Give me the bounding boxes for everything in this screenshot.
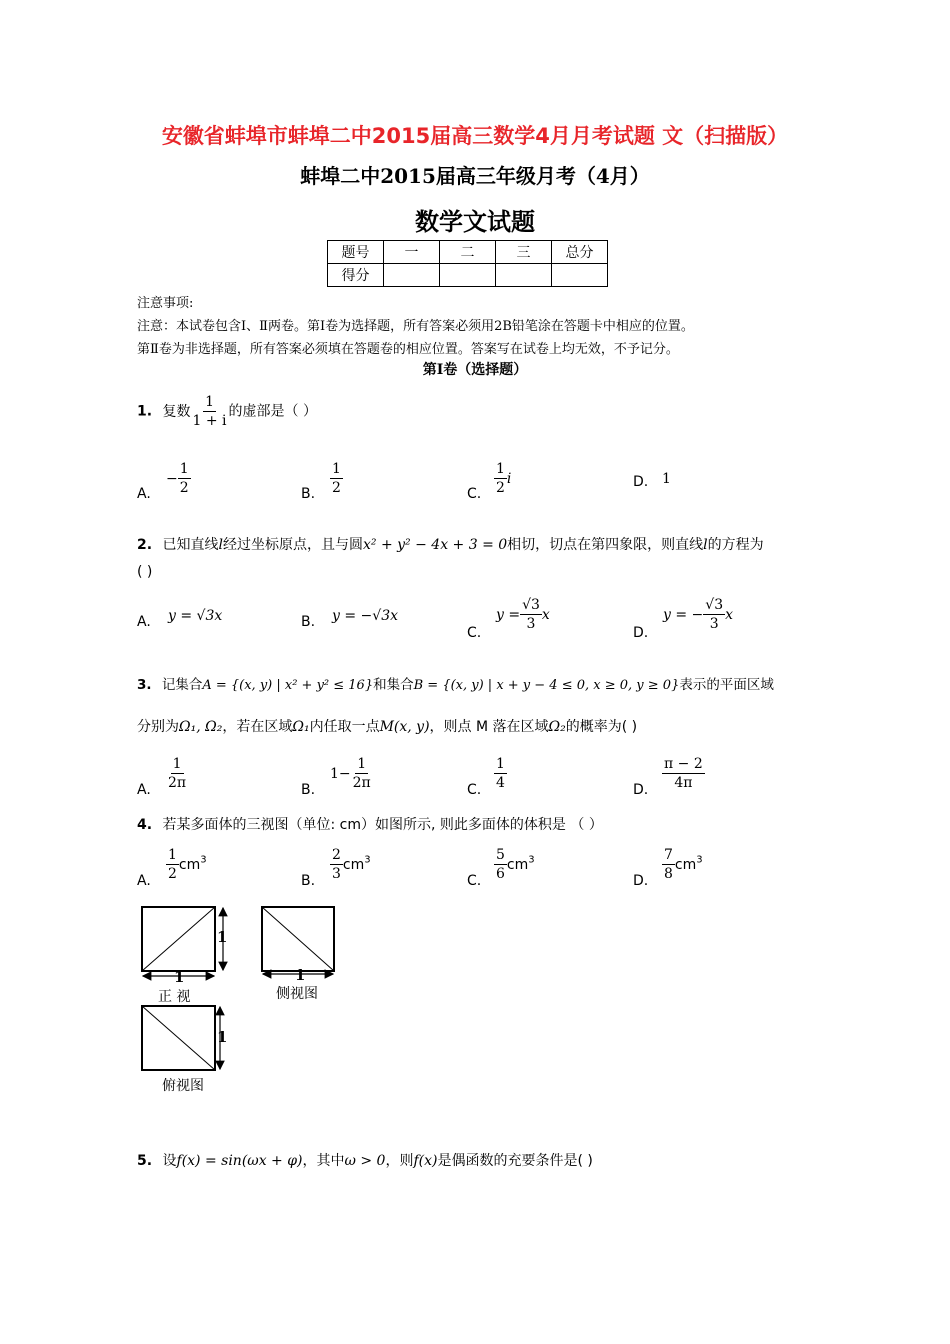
option-b-label: B. bbox=[301, 873, 316, 889]
fraction-denominator: 3 bbox=[332, 866, 341, 882]
top-view bbox=[142, 1006, 220, 1070]
option-c-value bbox=[494, 460, 511, 497]
question-text: 已知直线 bbox=[162, 537, 219, 553]
option-c-label: C. bbox=[467, 625, 482, 641]
fraction-denominator: 3 bbox=[709, 616, 719, 632]
fraction-numerator: 7 bbox=[664, 847, 673, 863]
option-d-value: 1 bbox=[662, 471, 671, 487]
question-3-line-2 bbox=[137, 716, 637, 736]
fraction-denominator: 4π bbox=[674, 775, 693, 791]
question-2 bbox=[137, 534, 764, 554]
question-text: 若某多面体的三视图（单位: cm）如图所示, 则此多面体的体积是 （ ） bbox=[162, 817, 603, 833]
score-header-cell: 总分 bbox=[552, 241, 608, 264]
fraction-numerator: 1 bbox=[357, 756, 367, 772]
question-text: 是偶函数的充要条件是( ) bbox=[437, 1153, 593, 1169]
score-table bbox=[327, 240, 608, 287]
top-view-label: 俯视图 bbox=[162, 1078, 204, 1094]
math-l: l bbox=[218, 537, 223, 553]
option-a-value bbox=[166, 846, 207, 883]
question-text: 的方程为 bbox=[707, 537, 764, 553]
option-c-value bbox=[494, 846, 535, 883]
question-text: 的概率为( ) bbox=[565, 719, 638, 735]
question-1 bbox=[137, 393, 317, 430]
unit-exponent: 3 bbox=[696, 854, 703, 866]
omega-1: Ω₁ bbox=[292, 719, 310, 735]
unit: cm bbox=[342, 857, 365, 873]
score-cell bbox=[496, 264, 552, 287]
fraction-denominator: 6 bbox=[496, 866, 505, 882]
fraction-numerator: 1 bbox=[168, 847, 177, 863]
function-fx: f(x) bbox=[413, 1153, 438, 1169]
notes-line-2: 第Ⅱ卷为非选择题，所有答案必须填在答题卷的相应位置。答案写在试卷上均无效，不予记分。 bbox=[137, 342, 679, 357]
question-text: 的虚部是（ ） bbox=[228, 403, 317, 420]
omega-condition: ω > 0 bbox=[344, 1153, 386, 1169]
question-text: 和集合 bbox=[373, 677, 414, 693]
fraction-numerator: √3 bbox=[522, 597, 540, 613]
question-text: ，则点 M 落在区域 bbox=[429, 719, 549, 735]
fraction bbox=[703, 596, 725, 633]
fraction bbox=[520, 596, 542, 633]
side-width-dimension: 1 bbox=[295, 966, 306, 984]
set-a: A = {(x, y) | x² + y² ≤ 16} bbox=[202, 678, 374, 693]
fraction bbox=[166, 755, 188, 792]
question-number: 2. bbox=[137, 537, 153, 553]
unit: cm bbox=[178, 857, 201, 873]
fraction bbox=[494, 846, 507, 883]
question-number: 5. bbox=[137, 1153, 153, 1169]
fraction-denominator: 4 bbox=[496, 775, 505, 791]
section-heading: 第Ⅰ卷（选择题） bbox=[422, 362, 528, 378]
fraction-numerator: 1 bbox=[172, 756, 182, 772]
fraction-numerator: √3 bbox=[705, 597, 724, 613]
option-b-value bbox=[330, 846, 371, 883]
fraction bbox=[166, 846, 179, 883]
option-a-value bbox=[166, 460, 191, 497]
math-text: x bbox=[541, 607, 550, 623]
fraction-numerator: 1 bbox=[179, 461, 189, 477]
score-cell bbox=[440, 264, 496, 287]
imaginary-unit: i bbox=[506, 471, 512, 487]
front-height-dimension: 1 bbox=[217, 928, 228, 946]
option-d-value bbox=[662, 755, 705, 792]
fraction-numerator: π − 2 bbox=[664, 756, 703, 772]
question-2-paren: ( ) bbox=[137, 564, 153, 580]
option-d-value bbox=[662, 846, 703, 883]
unit: cm bbox=[674, 857, 697, 873]
score-cell bbox=[552, 264, 608, 287]
exam-title: 数学文试题 bbox=[415, 207, 535, 236]
fraction-denominator: 2π bbox=[168, 775, 187, 791]
fraction bbox=[330, 460, 343, 497]
fraction bbox=[351, 755, 373, 792]
fraction bbox=[494, 460, 507, 497]
score-header-cell: 一 bbox=[384, 241, 440, 264]
math-text: x bbox=[725, 607, 734, 623]
question-number: 3. bbox=[137, 677, 152, 693]
score-header-cell: 三 bbox=[496, 241, 552, 264]
score-header-cell: 题号 bbox=[328, 241, 384, 264]
question-4 bbox=[137, 814, 603, 834]
unit-exponent: 3 bbox=[528, 854, 535, 866]
option-a-label: A. bbox=[137, 614, 151, 630]
fraction-denominator: 2 bbox=[496, 480, 505, 496]
question-text: ，其中 bbox=[302, 1153, 345, 1169]
option-c-label: C. bbox=[467, 873, 482, 889]
unit-exponent: 3 bbox=[200, 854, 207, 866]
option-d-label: D. bbox=[633, 625, 649, 641]
math-text: y = bbox=[496, 607, 521, 623]
option-b-value: y = −√3x bbox=[332, 608, 398, 624]
point-m: M(x, y) bbox=[379, 719, 430, 735]
fraction-denominator: 2π bbox=[352, 775, 371, 791]
question-text: 设 bbox=[162, 1153, 177, 1169]
question-text: ，若在区域 bbox=[222, 719, 293, 735]
question-text: 表示的平面区域 bbox=[679, 677, 774, 693]
fraction bbox=[662, 755, 705, 792]
side-view bbox=[262, 907, 334, 974]
fraction-denominator: 1 + i bbox=[192, 413, 227, 429]
option-d-label: D. bbox=[633, 873, 649, 889]
question-3 bbox=[137, 673, 774, 693]
fraction-denominator: 2 bbox=[168, 866, 177, 882]
fraction-numerator: 1 bbox=[496, 461, 505, 477]
option-c-label: C. bbox=[467, 782, 482, 798]
front-view-label: 正 视 bbox=[158, 989, 191, 1005]
option-b-label: B. bbox=[301, 614, 316, 630]
unit: cm bbox=[506, 857, 529, 873]
function-definition: f(x) = sin(ωx + φ) bbox=[176, 1153, 303, 1169]
option-a-label: A. bbox=[137, 486, 151, 502]
option-d-label: D. bbox=[633, 782, 649, 798]
math-text: y = − bbox=[663, 607, 704, 623]
fraction-numerator: 5 bbox=[496, 847, 505, 863]
option-b-value bbox=[330, 460, 343, 497]
question-text: 复数 bbox=[162, 403, 191, 420]
math-l: l bbox=[703, 537, 708, 553]
question-text: 记集合 bbox=[161, 677, 203, 693]
front-view bbox=[142, 907, 223, 976]
option-b-label: B. bbox=[301, 486, 316, 502]
question-text: 分别为 bbox=[137, 719, 179, 735]
fraction-numerator: 1 bbox=[496, 756, 505, 772]
notes-line-1: 注意：本试卷包含Ⅰ、Ⅱ两卷。第Ⅰ卷为选择题，所有答案必须用2B铅笔涂在答题卡中相应的位置。 bbox=[137, 319, 694, 334]
question-text: 经过坐标原点，且与圆 bbox=[223, 537, 363, 553]
notes-heading: 注意事项: bbox=[137, 296, 194, 311]
top-height-dimension: 1 bbox=[217, 1028, 228, 1046]
fraction-denominator: 8 bbox=[664, 866, 673, 882]
score-cell bbox=[384, 264, 440, 287]
question-number: 4. bbox=[137, 817, 153, 833]
question-text: ，则 bbox=[385, 1153, 414, 1169]
question-5 bbox=[137, 1150, 593, 1170]
option-c-value bbox=[496, 596, 550, 633]
math-text: 1− bbox=[330, 766, 351, 782]
exam-subtitle: 蚌埠二中2015届高三年级月考（4月） bbox=[300, 164, 650, 188]
fraction bbox=[191, 393, 229, 430]
fraction-denominator: 2 bbox=[179, 480, 189, 496]
fraction-numerator: 1 bbox=[332, 461, 341, 477]
score-row-label: 得分 bbox=[328, 264, 384, 287]
fraction bbox=[178, 460, 191, 497]
question-text: 相切，切点在第四象限，则直线 bbox=[507, 537, 704, 553]
minus-sign: − bbox=[166, 471, 178, 487]
side-view-label: 侧视图 bbox=[276, 986, 318, 1002]
question-number: 1. bbox=[137, 403, 153, 420]
fraction-denominator: 3 bbox=[526, 616, 536, 632]
option-c-value bbox=[494, 755, 507, 792]
omega-2: Ω₂ bbox=[548, 719, 566, 735]
fraction bbox=[494, 755, 507, 792]
circle-equation: x² + y² − 4x + 3 = 0 bbox=[363, 537, 508, 553]
option-d-label: D. bbox=[633, 474, 649, 490]
fraction bbox=[662, 846, 675, 883]
option-a-label: A. bbox=[137, 873, 151, 889]
fraction-denominator: 2 bbox=[332, 480, 341, 496]
document-title: 安徽省蚌埠市蚌埠二中2015届高三数学4月月考试题 文（扫描版） bbox=[161, 124, 789, 148]
option-b-value bbox=[330, 755, 373, 792]
question-text: 内任取一点 bbox=[309, 719, 380, 735]
option-d-value bbox=[663, 596, 733, 633]
fraction bbox=[330, 846, 343, 883]
fraction-numerator: 2 bbox=[332, 847, 341, 863]
set-b: B = {(x, y) | x + y − 4 ≤ 0, x ≥ 0, y ≥ 0} bbox=[413, 678, 680, 693]
option-c-label: C. bbox=[467, 486, 482, 502]
fraction-numerator: 1 bbox=[205, 394, 214, 410]
unit-exponent: 3 bbox=[364, 854, 371, 866]
option-a-label: A. bbox=[137, 782, 151, 798]
score-header-cell: 二 bbox=[440, 241, 496, 264]
omega-regions: Ω₁, Ω₂ bbox=[179, 719, 223, 735]
option-a-value bbox=[166, 755, 188, 792]
option-b-label: B. bbox=[301, 782, 316, 798]
option-a-value: y = √3x bbox=[168, 608, 223, 624]
front-width-dimension: 1 bbox=[174, 968, 185, 986]
